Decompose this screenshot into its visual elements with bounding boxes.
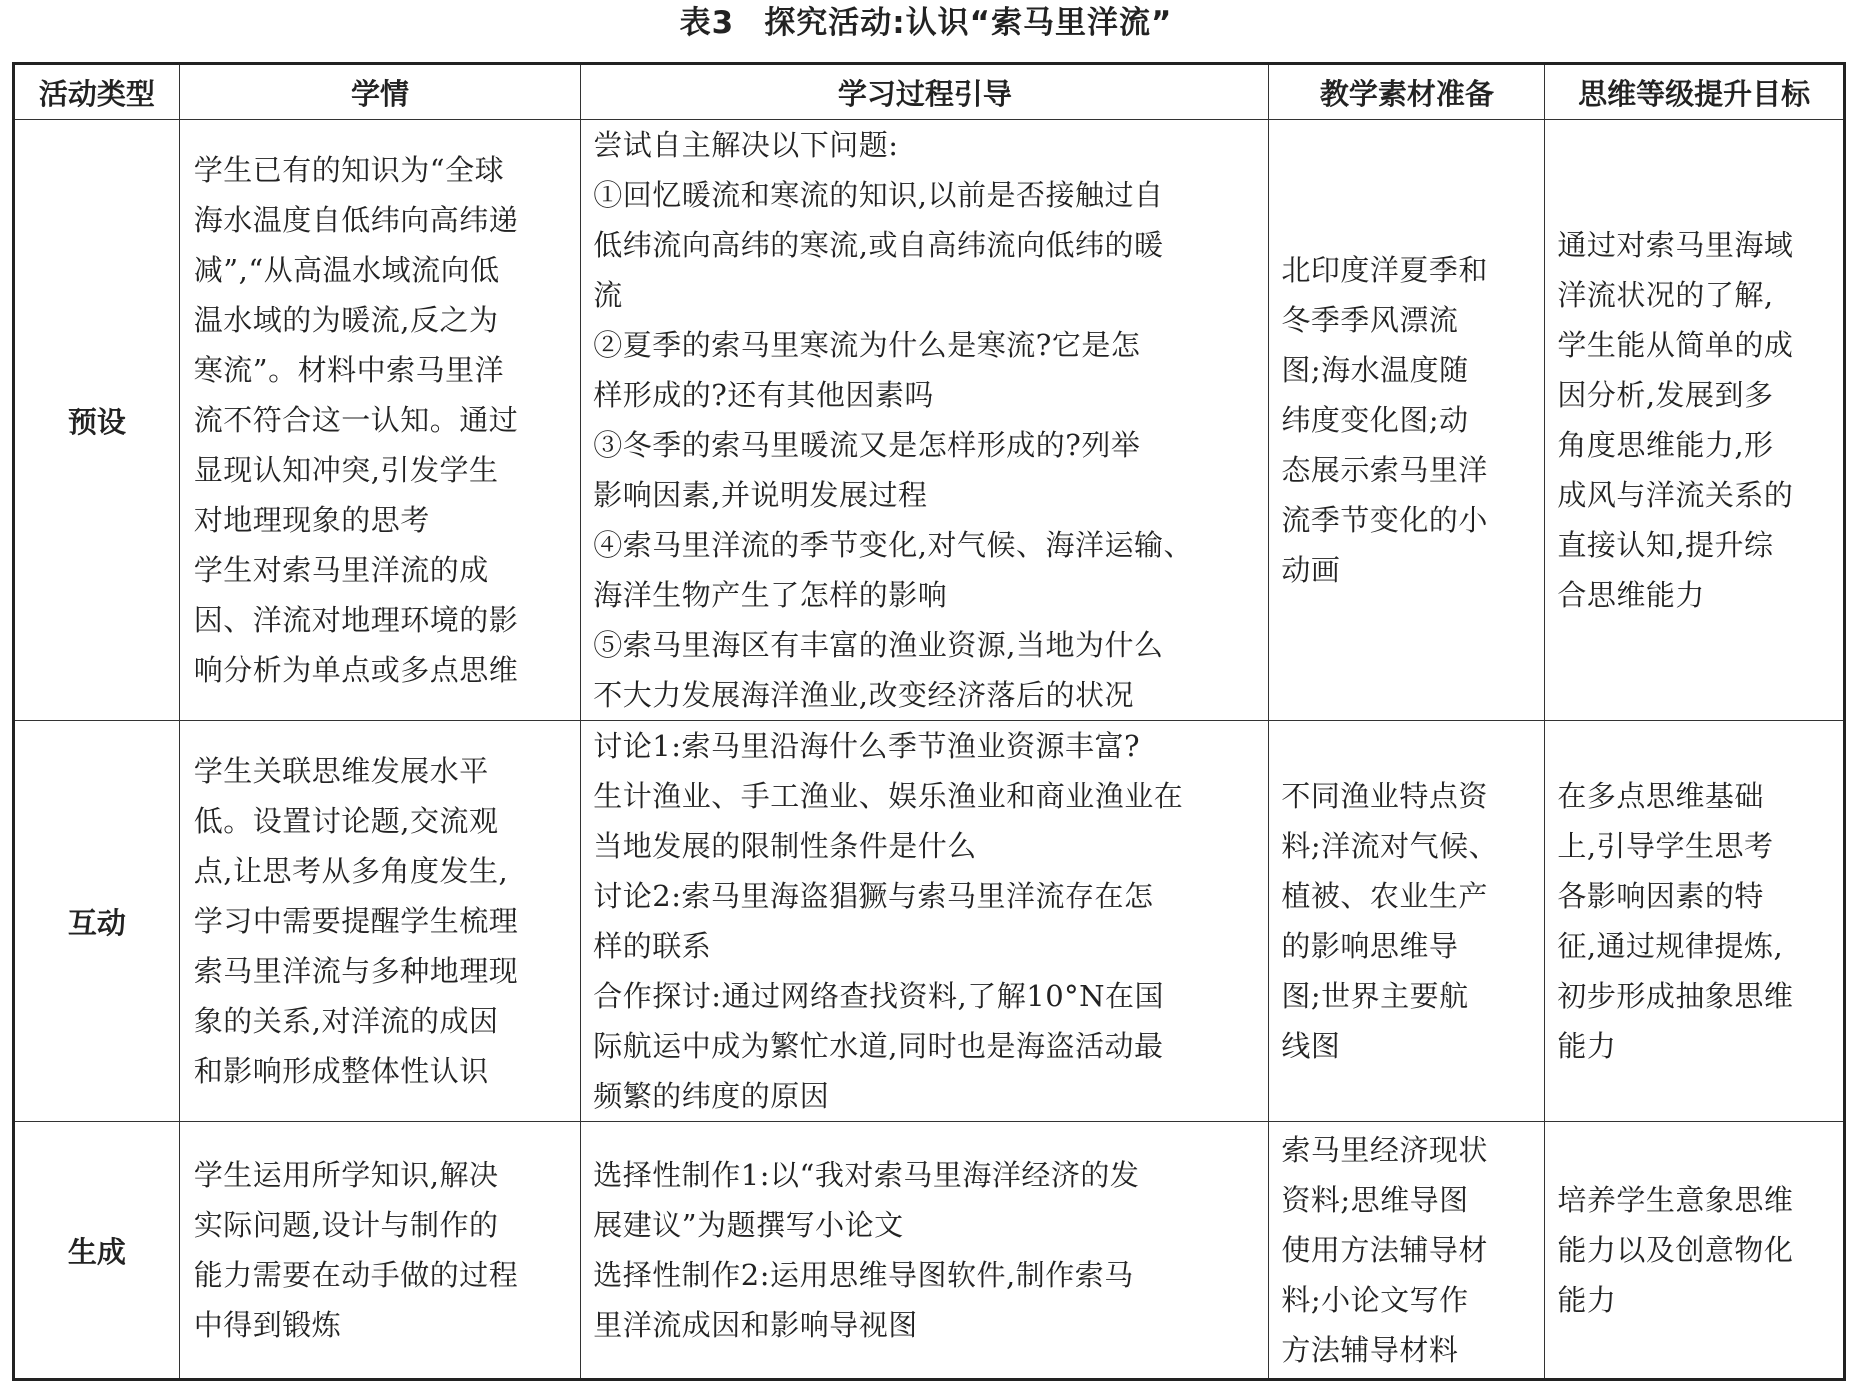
student-situation-text: 学生运用所学知识,解决 实际问题,设计与制作的 能力需要在动手做的过程 中得到锻炼 (193, 1158, 519, 1342)
table-row (14, 1122, 1845, 1380)
activity-type-cell: 互动 (14, 721, 180, 1122)
header-thinking-goal: 思维等级提升目标 (1545, 64, 1845, 120)
student-situation-text: 学生已有的知识为“全球 海水温度自低纬向高纬递 减”,“从高温水域流向低 温水域的为暖流,反之为 寒流”。材料中索马里洋 流不符合这一认知。通过 显现认知冲突,引发学生 对地理现象的思考 学生对索马里洋流的成 因、洋流对地理环境的影 响分析为单点或多点思维 (193, 153, 519, 687)
caption-title: 探究活动:认识“索马里洋流” (764, 5, 1173, 41)
header-row (14, 64, 1845, 120)
teaching-materials-cell (1269, 1122, 1545, 1380)
thinking-goal-text: 在多点思维基础 上,引导学生思考 各影响因素的特 征,通过规律提炼, 初步形成抽象思维 能力 (1557, 779, 1794, 1063)
header-student-situation: 学情 (179, 64, 580, 120)
student-situation-cell (179, 1122, 580, 1380)
table-row (14, 120, 1845, 721)
learning-process-text: 选择性制作1:以“我对索马里海洋经济的发 展建议”为题撰写小论文 选择性制作2:运用思维导图软件,制作索马 里洋流成因和影响导视图 (593, 1158, 1140, 1342)
teaching-materials-text: 索马里经济现状 资料;思维导图 使用方法辅导材 料;小论文写作 方法辅导材料 (1281, 1133, 1488, 1367)
table-row (14, 721, 1845, 1122)
activity-table (12, 62, 1846, 1381)
header-teaching-materials: 教学素材准备 (1269, 64, 1545, 120)
header-activity-type: 活动类型 (14, 64, 180, 120)
header-learning-process: 学习过程引导 (581, 64, 1269, 120)
activity-type-cell: 预设 (14, 120, 180, 721)
teaching-materials-cell (1269, 721, 1545, 1122)
learning-process-text: 讨论1:索马里沿海什么季节渔业资源丰富? 生计渔业、手工渔业、娱乐渔业和商业渔业在 当地发展的限制性条件是什么 讨论2:索马里海盗猖獗与索马里洋流存在怎 样的联系 合作探讨:通过网络查找资料,了解10°N在国 际航运中成为繁忙水道,同时也是海盗活动最 频繁的纬度的原因 (593, 729, 1184, 1113)
student-situation-cell (179, 721, 580, 1122)
student-situation-text: 学生关联思维发展水平 低。设置讨论题,交流观 点,让思考从多角度发生, 学习中需要提醒学生梳理 索马里洋流与多种地理现 象的关系,对洋流的成因 和影响形成整体性认识 (193, 754, 519, 1088)
teaching-materials-text: 北印度洋夏季和 冬季季风漂流 图;海水温度随 纬度变化图;动 态展示索马里洋 流季节变化的小 动画 (1281, 253, 1488, 587)
thinking-goal-text: 通过对索马里海域 洋流状况的了解, 学生能从简单的成 因分析,发展到多 角度思维能力,形 成风与洋流关系的 直接认知,提升综 合思维能力 (1557, 228, 1794, 612)
teaching-materials-text: 不同渔业特点资 料;洋流对气候、 植被、农业生产 的影响思维导 图;世界主要航 线图 (1281, 779, 1499, 1063)
activity-type-cell: 生成 (14, 1122, 180, 1380)
thinking-goal-cell (1545, 1122, 1845, 1380)
learning-process-cell (581, 721, 1269, 1122)
learning-process-text: 尝试自主解决以下问题: ①回忆暖流和寒流的知识,以前是否接触过自 低纬流向高纬的寒流,或自高纬流向低纬的暖 流 ②夏季的索马里寒流为什么是寒流?它是怎 样形成的?还有其他因素吗 ③冬季的索马里暖流又是怎样形成的?列举 影响因素,并说明发展过程 ④索马里洋流的季节变化,对气候、海洋运输、 海洋生物产生了怎样的影响 ⑤索马里海区有丰富的渔业资源,当地为什么 不大力发展海洋渔业,改变经济落后的状况 (593, 128, 1194, 712)
thinking-goal-cell (1545, 120, 1845, 721)
learning-process-cell (581, 120, 1269, 721)
table-caption (0, 0, 1852, 50)
learning-process-cell (581, 1122, 1269, 1380)
student-situation-cell (179, 120, 580, 721)
caption-label: 表3 (679, 5, 735, 41)
teaching-materials-cell (1269, 120, 1545, 721)
thinking-goal-text: 培养学生意象思维 能力以及创意物化 能力 (1557, 1183, 1794, 1317)
thinking-goal-cell (1545, 721, 1845, 1122)
